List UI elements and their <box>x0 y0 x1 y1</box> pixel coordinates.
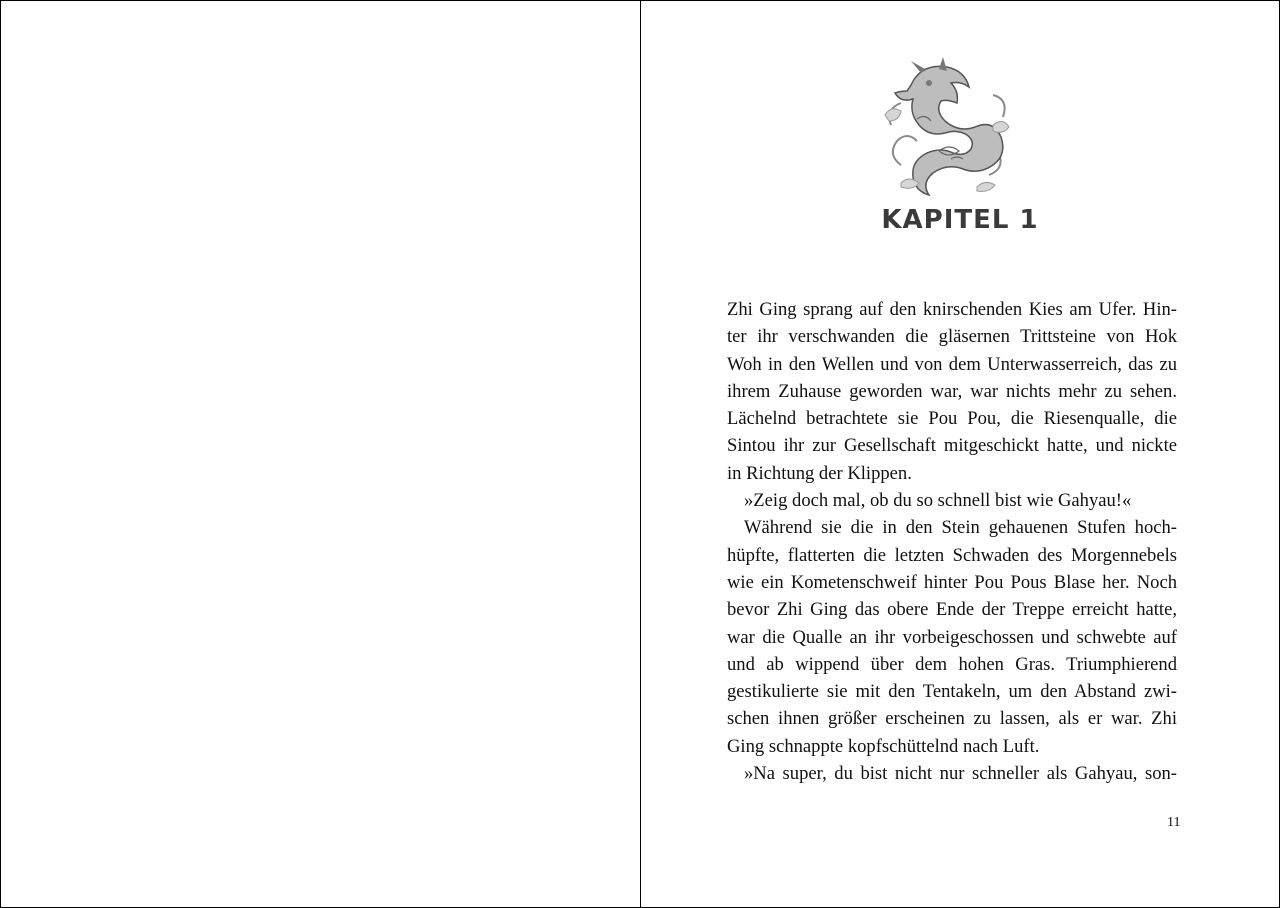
text-line: Sintou ihr zur Gesellschaft mitgeschickt hatte, und nickte <box>727 435 1177 457</box>
text-line: Woh in den Wellen und von dem Unterwasserreich, das zu <box>727 353 1177 375</box>
text-line: schen ihnen größer erscheinen zu lassen, als er war. Zhi <box>727 708 1177 730</box>
body-text <box>727 296 1177 787</box>
page-number: 11 <box>1167 815 1181 830</box>
text-line: Während sie die in den Stein gehauenen Stufen hoch- <box>744 517 1177 539</box>
text-line: Zhi Ging sprang auf den knirschenden Kies am Ufer. Hin- <box>727 299 1177 320</box>
text-line: Ging schnappte kopfschüttelnd nach Luft. <box>727 735 1040 757</box>
right-page <box>640 0 1280 908</box>
dragon-illustration <box>881 55 1011 197</box>
text-line: ter ihr verschwanden die gläsernen Trittsteine von Hok <box>727 326 1177 348</box>
text-line: ihrem Zuhause geworden war, war nichts mehr zu sehen. <box>727 380 1177 402</box>
text-line: in Richtung der Klippen. <box>727 462 912 484</box>
text-line: »Zeig doch mal, ob du so schnell bist wie Gahyau!« <box>744 490 1132 512</box>
text-line: »Na super, du bist nicht nur schneller als Gahyau, son- <box>744 763 1177 785</box>
text-line: war die Qualle an ihr vorbeigeschossen und schwebte auf <box>727 626 1177 648</box>
text-line: wie ein Kometenschweif hinter Pou Pous Blase her. Noch <box>727 571 1177 593</box>
chapter-title: KAPITEL 1 <box>881 205 1039 235</box>
text-line: hüpfte, flatterten die letzten Schwaden des Morgennebels <box>727 544 1177 566</box>
text-line: gestikulierte sie mit den Tentakeln, um den Abstand zwi- <box>727 681 1177 703</box>
text-line: und ab wippend über dem hohen Gras. Triumphierend <box>727 653 1177 675</box>
text-line: Lächelnd betrachtete sie Pou Pou, die Riesenqualle, die <box>727 408 1177 430</box>
text-line: bevor Zhi Ging das obere Ende der Treppe erreicht hatte, <box>727 599 1177 621</box>
